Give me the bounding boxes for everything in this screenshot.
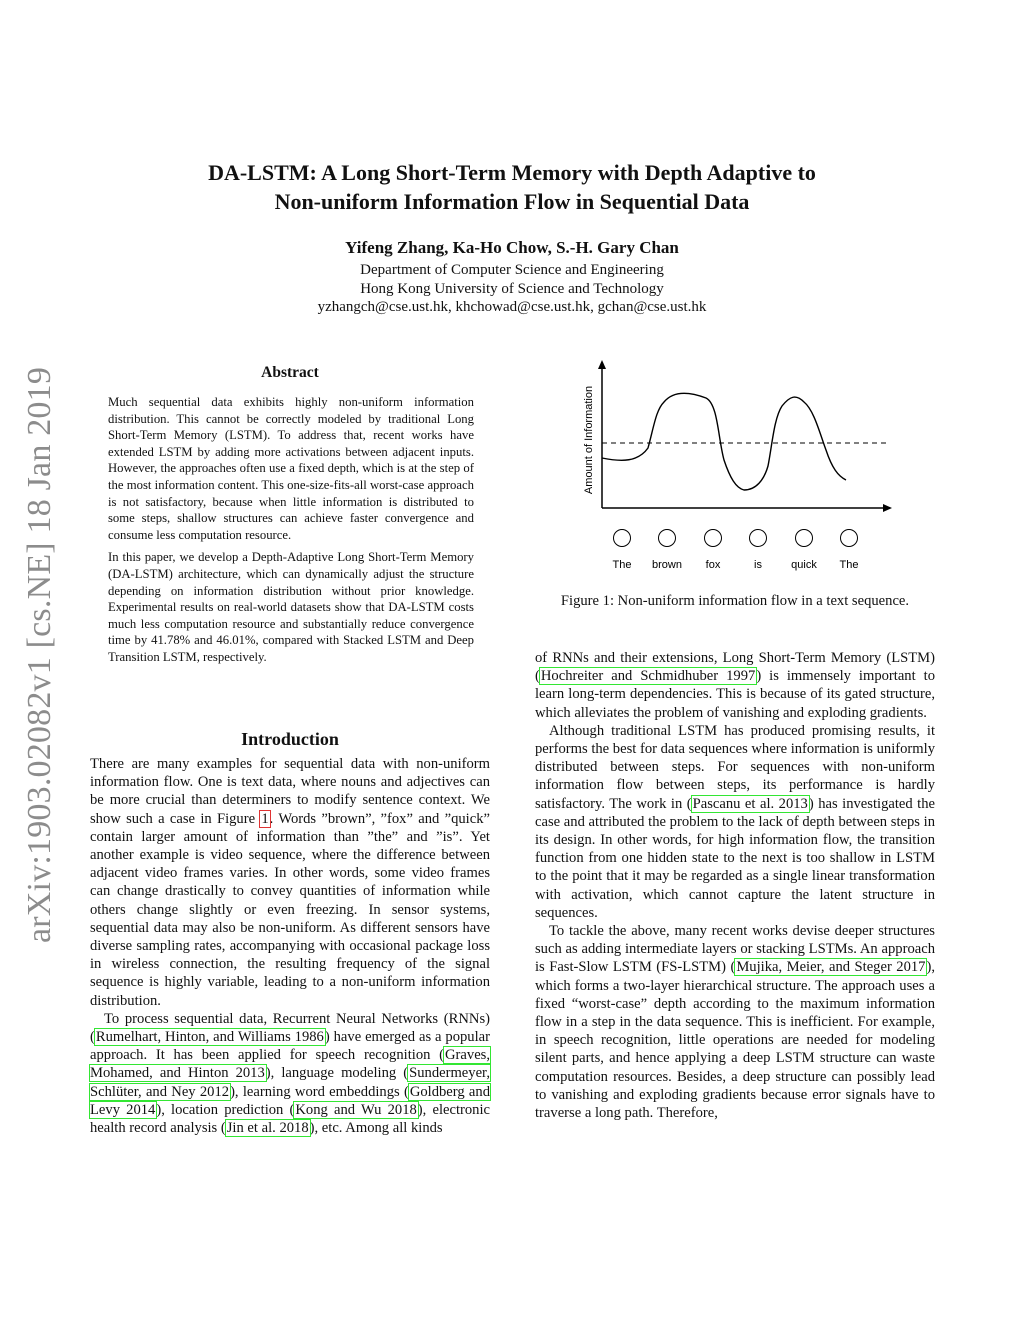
figure-caption: Figure 1: Non-uniform information flow in a text sequence. xyxy=(560,593,910,609)
title-line-1: DA-LSTM: A Long Short-Term Memory with Depth Adaptive to xyxy=(208,160,816,185)
figure-ref-link[interactable]: 1 xyxy=(261,810,269,827)
citation-link[interactable]: Hochreiter and Schmidhuber 1997 xyxy=(540,668,756,685)
authors: Yifeng Zhang, Ka-Ho Chow, S.-H. Gary Chan xyxy=(345,238,679,257)
text-span: . Words ”brown”, ”fox” and ”quick” contain larger amount of information than ”the” and ”is”. Yet another example is video sequence, where the difference between adjacent video frames varies. In other words, some video frames can change drastically to convey quantities of information while others change slightly or even freezing. In sensor systems, sequential data may also be non-uniform. As different sensors have diverse sampling rates, accompanying with occasional package loss in wireless connection, the resulting frequency of the signal sequence is highly variable, leading to a non-uniform information distribution. xyxy=(90,810,490,1009)
text-span: ), location prediction ( xyxy=(156,1101,295,1118)
paper-title xyxy=(150,158,874,216)
token-word: brown xyxy=(652,559,682,571)
information-curve xyxy=(602,393,846,490)
token-word: is xyxy=(754,559,762,571)
text-span: ), electronic health record analysis ( xyxy=(90,1101,490,1137)
token-word: quick xyxy=(791,559,817,571)
token-word: The xyxy=(612,559,632,571)
citation-link[interactable]: Jin et al. 2018 xyxy=(226,1120,309,1137)
affiliation xyxy=(150,261,874,317)
citation-link[interactable]: Pascanu et al. 2013 xyxy=(692,795,808,812)
right-column xyxy=(535,649,935,1122)
text-span: There are many examples for sequential data with non-uniform information flow. One is text data, where nouns and adjectives can be more crucial than determiners to modify sentence context. We show such a case in Figure xyxy=(90,756,490,827)
text-span: Although traditional LSTM has produced promising results, it performs the best for data sequences where information is uniformly distributed between steps. For sequences with non-uniform information flow between steps, its performance is hardly satisfactory. The work in ( xyxy=(535,722,935,812)
text-span: To process sequential data, Recurrent Neural Networks (RNNs) ( xyxy=(90,1010,490,1046)
token-circle xyxy=(659,530,676,547)
y-axis-label: Amount of Information xyxy=(583,385,595,495)
text-span: ), language modeling ( xyxy=(265,1065,409,1082)
abstract-paragraph-2: In this paper, we develop a Depth-Adaptive Long Short-Term Memory (DA-LSTM) architecture, which can dynamically adjust the structure depending on information distribution without prior knowledge. Experimental results on real-world datasets show that DA-LSTM costs much less computation resource and substantially reduce convergence time by 41.78% and 46.01%, compared with Stacked LSTM and Deep Transition LSTM, respectively. xyxy=(108,550,474,664)
abstract xyxy=(108,394,474,672)
right-paragraph-1 xyxy=(535,649,935,722)
abstract-heading: Abstract xyxy=(261,364,319,381)
emails: yzhangch@cse.ust.hk, khchowad@cse.ust.hk, gchan@cse.ust.hk xyxy=(317,299,707,315)
text-span: ), which forms a two-layer hierarchical structure. The approach uses a fixed “worst-case” depth according to the maximum information flow in a step in the data sequence. This is inefficient. For example, in speech recognition, little operations are needed for modeling silent parts, and hence applying a deep LSTM structure can waste computation resources. Besides, a deep structure can possibly lead to vanishing and exploding gradients because error signals have to traverse a long path. Therefore, xyxy=(535,959,935,1122)
token-circle xyxy=(750,530,767,547)
figure-1 xyxy=(560,358,900,576)
arxiv-id: arXiv:1903.02082v1 [cs.NE] 18 Jan 2019 xyxy=(21,366,58,944)
info-flow-diagram xyxy=(560,358,900,576)
intro-paragraph-2 xyxy=(90,1010,490,1137)
citation-link[interactable]: Rumelhart, Hinton, and Williams 1986 xyxy=(95,1029,324,1046)
citation-link[interactable]: Mujika, Meier, and Steger 2017 xyxy=(736,959,926,976)
text-span: To tackle the above, many recent works devise deeper structures such as adding intermediate layers or stacking LSTMs. An approach is Fast-Slow LSTM (FS-LSTM) ( xyxy=(535,923,935,976)
token-circle xyxy=(614,530,631,547)
token-circle xyxy=(841,530,858,547)
text-span: ), learning word embeddings ( xyxy=(230,1083,409,1100)
token-word: fox xyxy=(705,559,721,571)
right-paragraph-3 xyxy=(535,922,935,1122)
y-axis-arrow xyxy=(598,360,606,369)
citation-link[interactable]: Graves, Mohamed, and Hinton 2013 xyxy=(90,1047,490,1082)
university: Hong Kong University of Science and Technology xyxy=(360,280,664,297)
intro-paragraph-1 xyxy=(90,755,490,1010)
abstract-paragraph-1: Much sequential data exhibits highly non-uniform information distribution. This cannot be correctly modeled by traditional Long Short-Term Memory (LSTM). To address that, recent works have extended LSTM by adding more activations between adjacent inputs. However, the approaches often use a fixed depth, which is at the step of the most information content. This one-size-fits-all worst-case approach is not satisfactory, because when little information is distributed to some steps, shallow structures can achieve faster convergence and consume less computation resource. xyxy=(108,395,474,542)
title-line-2: Non-uniform Information Flow in Sequential Data xyxy=(274,189,750,214)
citation-link[interactable]: Goldberg and Levy 2014 xyxy=(90,1083,491,1118)
text-span: of RNNs and their extensions, Long Short-Term Memory (LSTM) ( xyxy=(535,650,935,685)
token-circle xyxy=(796,530,813,547)
citation-link[interactable]: Kong and Wu 2018 xyxy=(295,1101,417,1118)
text-span: ) have emerged as a popular approach. It has been applied for speech recognition ( xyxy=(90,1029,490,1064)
token-word: The xyxy=(839,559,859,571)
text-span: ) has investigated the case and attributed the problem to the lack of depth between steps in its design. In other words, for high information flow, the transition function from one hidden state to the next is too shallow in LSTM to the point that it may be regarded as a single linear transformation with activation, which cannot capture the latent structure in sequences. xyxy=(535,795,936,921)
x-axis-arrow xyxy=(883,504,892,512)
introduction-heading: Introduction xyxy=(241,729,339,749)
text-span: ) is immensely important to learn long-term dependencies. This is because of its gated structure, which alleviates the problem of vanishing and exploding gradients. xyxy=(535,668,935,721)
token-circle xyxy=(705,530,722,547)
left-column xyxy=(90,755,490,1137)
arxiv-sidebar xyxy=(8,360,72,950)
department: Department of Computer Science and Engineering xyxy=(360,262,664,278)
citation-link[interactable]: Sundermeyer, Schlüter, and Ney 2012 xyxy=(90,1065,490,1100)
right-paragraph-2 xyxy=(535,722,935,922)
text-span: ), etc. Among all kinds xyxy=(309,1120,443,1137)
